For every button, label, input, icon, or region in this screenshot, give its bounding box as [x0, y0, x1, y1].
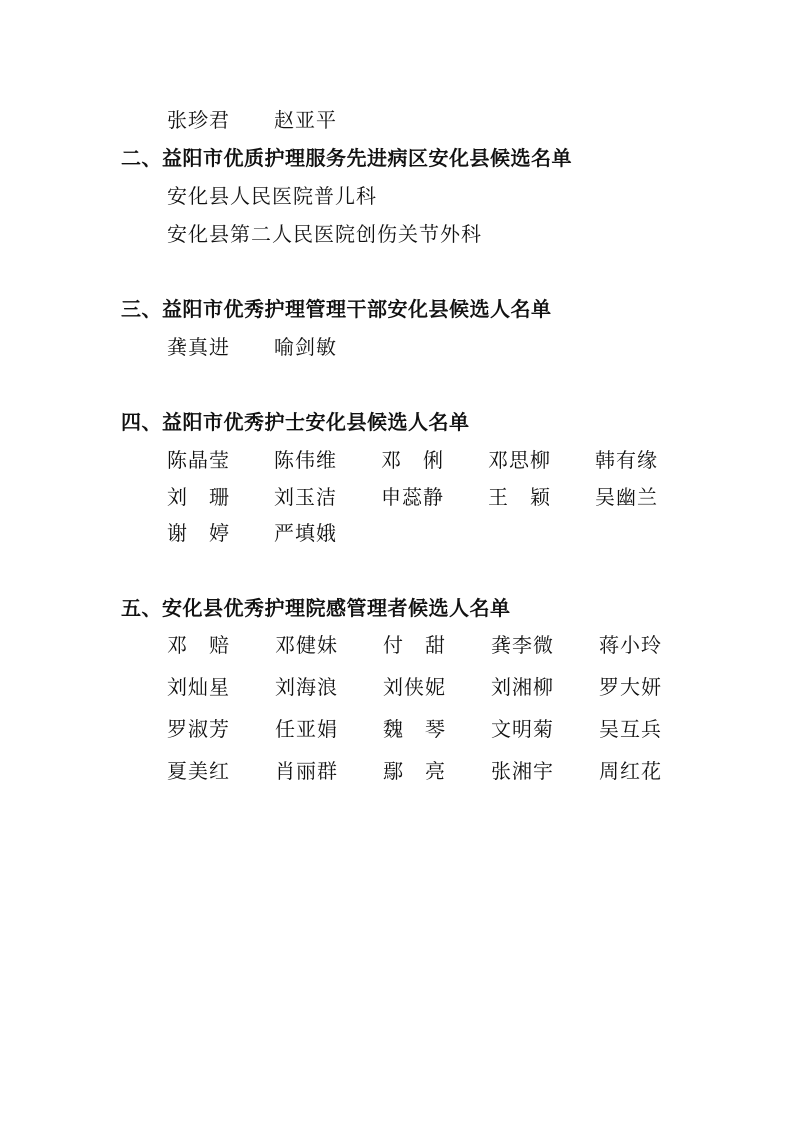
s4-row-3: [167, 519, 687, 547]
name: 邓 赔: [167, 633, 230, 657]
name: 邓健妹: [275, 633, 338, 657]
name: 刘侠妮: [383, 675, 446, 699]
ward-item: 安化县人民医院普儿科: [167, 184, 377, 208]
name: 赵亚平: [274, 108, 337, 132]
name: 任亚娟: [275, 717, 338, 741]
section-5-heading: 五、安化县优秀护理院感管理者候选人名单: [121, 596, 511, 620]
s4-row-1: [167, 446, 687, 474]
name: 刘 珊: [167, 485, 230, 509]
name: 刘灿星: [167, 675, 230, 699]
name: 魏 琴: [383, 717, 446, 741]
s3-names-row: [167, 333, 687, 361]
name: 刘海浪: [275, 675, 338, 699]
name: 陈晶莹: [167, 448, 230, 472]
section-3-heading: 三、益阳市优秀护理管理干部安化县候选人名单: [121, 297, 552, 321]
ward-item: 安化县第二人民医院创伤关节外科: [167, 222, 482, 246]
name: 陈伟维: [274, 448, 337, 472]
name: 罗大妍: [599, 675, 662, 699]
s5-row-2: [167, 673, 687, 701]
name: 鄢 亮: [383, 759, 446, 783]
name: 邓思柳: [488, 448, 551, 472]
name: 龚李微: [491, 633, 554, 657]
name: 王 颖: [488, 485, 551, 509]
name: 罗淑芳: [167, 717, 230, 741]
name: 吴互兵: [599, 717, 662, 741]
name: 严填娥: [274, 521, 337, 545]
s4-row-2: [167, 483, 687, 511]
name: 夏美红: [167, 759, 230, 783]
name: 刘湘柳: [491, 675, 554, 699]
name: 肖丽群: [275, 759, 338, 783]
name: 吴幽兰: [595, 485, 658, 509]
s5-row-4: [167, 757, 687, 785]
name: 蒋小玲: [599, 633, 662, 657]
name: 刘玉洁: [274, 485, 337, 509]
name: 文明菊: [491, 717, 554, 741]
name: 张珍君: [167, 108, 230, 132]
section-2-heading: 二、益阳市优质护理服务先进病区安化县候选名单: [121, 146, 572, 170]
section-4-heading: 四、益阳市优秀护士安化县候选人名单: [121, 410, 470, 434]
name: 喻剑敏: [274, 335, 337, 359]
name: 申蕊静: [381, 485, 444, 509]
name: 邓 俐: [381, 448, 444, 472]
name: 张湘宇: [491, 759, 554, 783]
name: 龚真进: [167, 335, 230, 359]
name: 谢 婷: [167, 521, 230, 545]
s5-row-3: [167, 715, 687, 743]
name: 韩有缘: [595, 448, 658, 472]
name: 付 甜: [383, 633, 446, 657]
top-names-row: [167, 106, 687, 134]
s5-row-1: [167, 631, 687, 659]
name: 周红花: [599, 759, 662, 783]
